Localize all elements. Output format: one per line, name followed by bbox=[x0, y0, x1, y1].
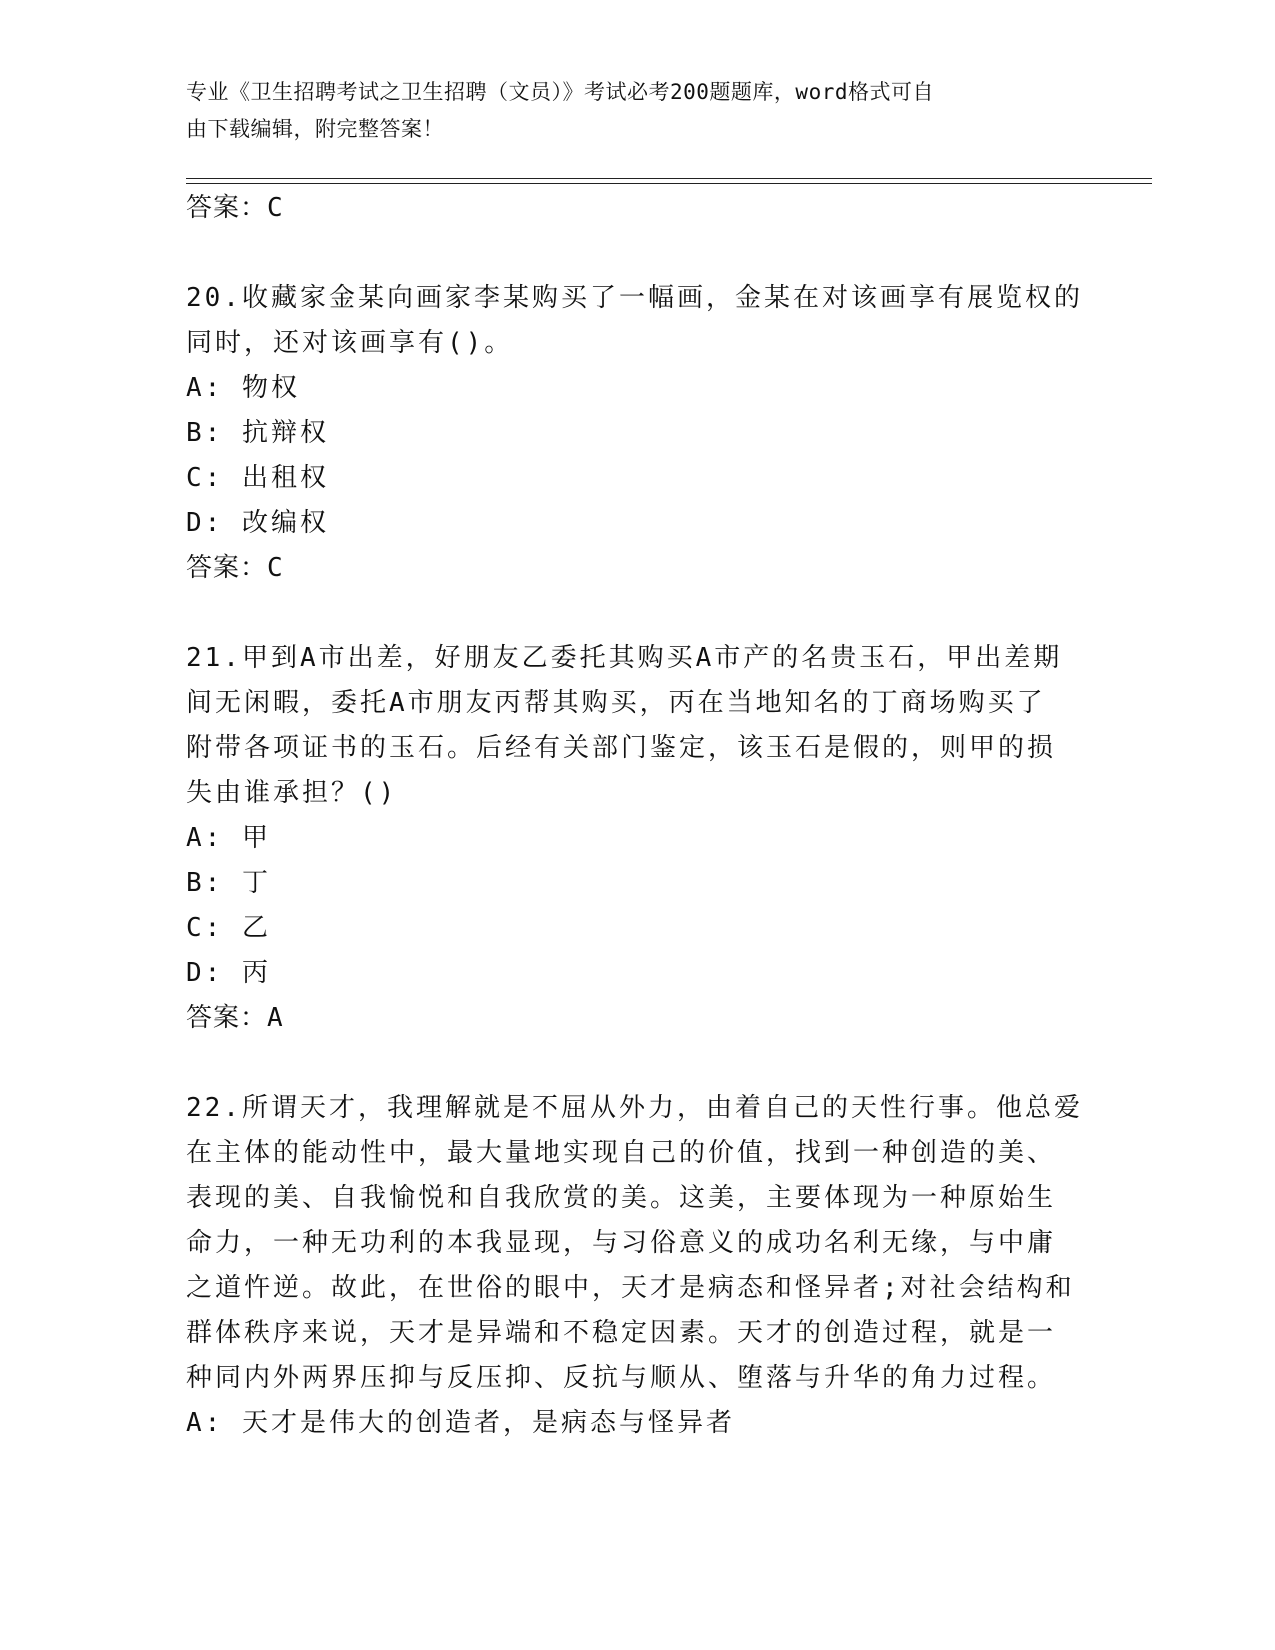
answer-line: 答案：A bbox=[186, 1003, 284, 1033]
question-text-line: 22.所谓天才，我理解就是不屈从外力，由着自己的天性行事。他总爱 bbox=[186, 1093, 1083, 1123]
header-divider-bottom bbox=[186, 183, 1152, 184]
option-a: A: 甲 bbox=[186, 823, 271, 853]
question-text-line: 同时，还对该画享有()。 bbox=[186, 328, 514, 358]
previous-answer: 答案：C bbox=[186, 193, 284, 223]
question-text-line: 命力，一种无功利的本我显现，与习俗意义的成功名利无缘，与中庸 bbox=[186, 1228, 1057, 1258]
option-b: B: 丁 bbox=[186, 868, 271, 898]
header-line-2: 由下载编辑，附完整答案！ bbox=[186, 117, 444, 141]
question-block bbox=[186, 1086, 1086, 1446]
question-block bbox=[186, 636, 1086, 1041]
header-divider-top bbox=[186, 178, 1152, 179]
question-text-line: 21.甲到A市出差，好朋友乙委托其购买A市产的名贵玉石，甲出差期 bbox=[186, 643, 1063, 673]
spacer bbox=[186, 591, 1086, 636]
question-text-line: 间无闲暇，委托A市朋友丙帮其购买，丙在当地知名的丁商场购买了 bbox=[186, 688, 1046, 718]
header-line-1: 专业《卫生招聘考试之卫生招聘（文员）》考试必考200题题库，word格式可自 bbox=[186, 80, 934, 104]
spacer bbox=[186, 1041, 1086, 1086]
question-text-line: 群体秩序来说，天才是异端和不稳定因素。天才的创造过程，就是一 bbox=[186, 1318, 1057, 1348]
question-block bbox=[186, 276, 1086, 591]
spacer bbox=[186, 231, 1086, 276]
question-text-line: 附带各项证书的玉石。后经有关部门鉴定，该玉石是假的，则甲的损 bbox=[186, 733, 1057, 763]
question-text-line: 种同内外两界压抑与反压抑、反抗与顺从、堕落与升华的角力过程。 bbox=[186, 1363, 1057, 1393]
option-d: D: 丙 bbox=[186, 958, 271, 988]
question-text-line: 之道忤逆。故此，在世俗的眼中，天才是病态和怪异者;对社会结构和 bbox=[186, 1273, 1075, 1303]
question-text-line: 表现的美、自我愉悦和自我欣赏的美。这美，主要体现为一种原始生 bbox=[186, 1183, 1057, 1213]
document-body bbox=[186, 186, 1086, 1446]
option-b: B: 抗辩权 bbox=[186, 418, 329, 448]
answer-line: 答案：C bbox=[186, 553, 284, 583]
option-d: D: 改编权 bbox=[186, 508, 329, 538]
question-text-line: 失由谁承担？() bbox=[186, 778, 398, 808]
option-a: A: 天才是伟大的创造者，是病态与怪异者 bbox=[186, 1408, 735, 1438]
question-text-line: 在主体的能动性中，最大量地实现自己的价值，找到一种创造的美、 bbox=[186, 1138, 1057, 1168]
page-header bbox=[186, 74, 1066, 148]
option-a: A: 物权 bbox=[186, 373, 300, 403]
question-text-line: 20.收藏家金某向画家李某购买了一幅画，金某在对该画享有展览权的 bbox=[186, 283, 1083, 313]
option-c: C: 乙 bbox=[186, 913, 271, 943]
option-c: C: 出租权 bbox=[186, 463, 329, 493]
